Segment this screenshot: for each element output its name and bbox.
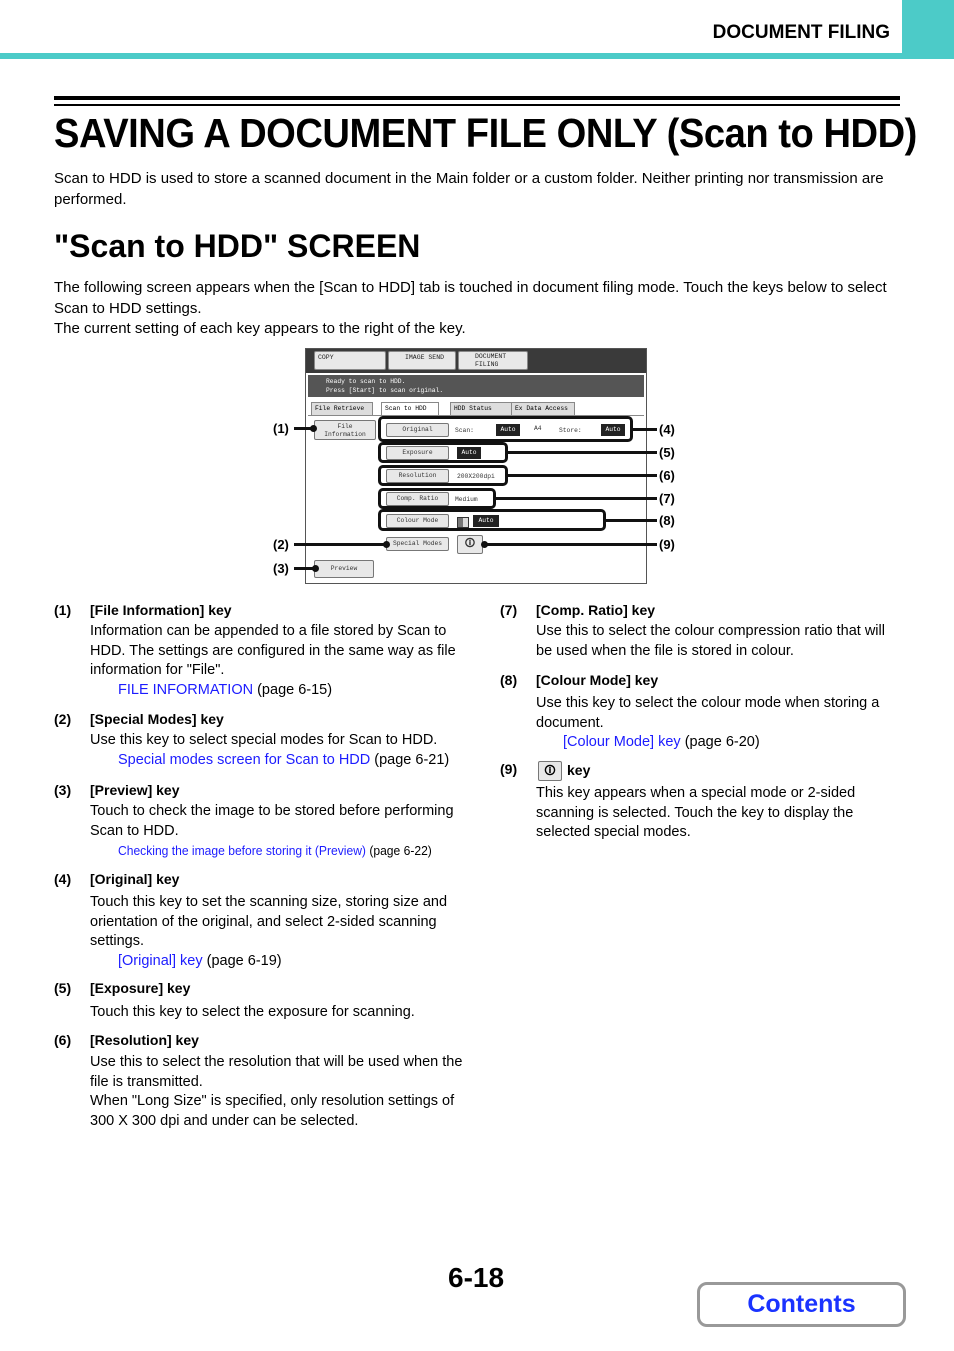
header-accent-bar xyxy=(0,53,954,59)
item-file-information: (1) [File Information] key Information can be appended to a file stored by Scan to HDD. The settings are configured in the same way as file information for "File". FILE INFORMATION (page 6-15) xyxy=(54,602,456,698)
intro-text: Scan to HDD is used to store a scanned document in the Main folder or a custom folder. Neither printing nor transmission are performed. xyxy=(54,170,884,208)
resolution-highlight xyxy=(378,465,508,486)
title-rule-sub xyxy=(54,104,900,106)
callout-2: (2) xyxy=(273,537,289,552)
callout-5-line xyxy=(508,451,657,454)
callout-7: (7) xyxy=(659,491,675,506)
callout-4: (4) xyxy=(659,422,675,437)
resolution-key: Resolution xyxy=(386,469,449,483)
preview-key: Preview xyxy=(314,560,374,578)
image-send-mode-button: IMAGE SEND xyxy=(388,351,456,370)
callout-9-dot xyxy=(481,541,488,548)
callout-1: (1) xyxy=(273,421,289,436)
item-special-modes: (2) [Special Modes] key Use this key to select special modes for Scan to HDD. Special modes screen for Scan to HDD (page 6-21) xyxy=(54,711,450,768)
original-key-link[interactable]: [Original] key xyxy=(118,952,203,969)
colour-mode-value: Auto xyxy=(473,515,499,527)
copy-mode-button: COPY xyxy=(314,351,386,370)
item-info-key: (9) 🛈 key This key appears when a special mode or 2-sided scanning is selected. Touch the key to display the selected special modes. xyxy=(500,761,856,840)
item-comp-ratio: (7) [Comp. Ratio] key Use this to select the colour compression ratio that will be used when the file is stored in colour. xyxy=(500,602,885,659)
callout-6: (6) xyxy=(659,468,675,483)
callout-3: (3) xyxy=(273,561,289,576)
mode-bar xyxy=(306,349,646,373)
exposure-value: Auto xyxy=(457,447,481,459)
callout-9-line xyxy=(485,543,657,546)
item-resolution: (6) [Resolution] key Use this to select the resolution that will be used when the file is transmitted. When "Long Size" is specified, only resolution settings of 300 X 300 dpi and under can be selected. xyxy=(54,1032,463,1129)
header-accent-tab xyxy=(902,0,954,59)
special-modes-link[interactable]: Special modes screen for Scan to HDD xyxy=(118,751,371,768)
original-key: Original xyxy=(386,423,449,437)
item-exposure: (5) [Exposure] key Touch this key to select the exposure for scanning. xyxy=(54,980,415,1020)
callout-8: (8) xyxy=(659,513,675,528)
description-text-2: The current setting of each key appears to the right of the key. xyxy=(54,320,466,337)
resolution-value: 200X200dpi xyxy=(457,473,495,480)
scan-value: Auto xyxy=(496,424,520,436)
callout-6-line xyxy=(508,474,657,477)
special-modes-info-icon: 🛈 xyxy=(457,535,483,554)
colour-mode-key-link[interactable]: [Colour Mode] key xyxy=(563,734,681,750)
callout-4-line xyxy=(633,428,657,431)
store-value: Auto xyxy=(601,424,625,436)
item-preview: (3) [Preview] key Touch to check the image to be stored before performing Scan to HDD. Checking the image before storing it (Preview) (page 6-22) xyxy=(54,782,454,858)
size-value: A4 xyxy=(534,425,542,432)
original-highlight xyxy=(378,416,633,442)
title-rule-top xyxy=(54,96,900,100)
tab-file-retrieve: File Retrieve xyxy=(311,402,373,415)
preview-link[interactable]: Checking the image before storing it (Preview) xyxy=(118,843,366,858)
comp-ratio-highlight xyxy=(378,488,496,509)
scan-label: Scan: xyxy=(455,427,474,434)
file-information-link[interactable]: FILE INFORMATION xyxy=(118,681,254,698)
colour-mode-key: Colour Mode xyxy=(386,514,449,528)
item-colour-mode: (8) [Colour Mode] key Use this key to select the colour mode when storing a document. [Colour Mode] key (page 6-20) xyxy=(500,672,880,750)
file-information-key: File Information xyxy=(314,420,376,440)
contents-button[interactable]: Contents xyxy=(697,1282,906,1327)
item-original: (4) [Original] key Touch this key to set the scanning size, storing size and orientation of the original, and select 2-sided scanning settings. [Original] key (page 6-19) xyxy=(54,871,448,969)
special-modes-key: Special Modes xyxy=(386,537,449,551)
tab-scan-to-hdd: Scan to HDD xyxy=(381,402,439,416)
comp-ratio-key: Comp. Ratio xyxy=(386,492,449,506)
page-number: 6-18 xyxy=(448,1262,505,1293)
store-label: Store: xyxy=(559,427,582,434)
page-title: SAVING A DOCUMENT FILE ONLY (Scan to HDD) xyxy=(54,110,917,156)
colour-mode-highlight xyxy=(378,509,606,531)
document-filing-mode-button: DOCUMENT FILING xyxy=(458,351,528,370)
exposure-highlight xyxy=(378,442,508,463)
exposure-key: Exposure xyxy=(386,446,449,460)
callout-5: (5) xyxy=(659,445,675,460)
callout-2-dot xyxy=(383,541,390,548)
tab-hdd-status: HDD Status xyxy=(450,402,512,415)
callout-1-dot xyxy=(310,425,317,432)
callout-3-dot xyxy=(312,565,319,572)
info-icon: 🛈 xyxy=(538,761,562,781)
callout-7-line xyxy=(496,497,657,500)
section-title: DOCUMENT FILING xyxy=(712,22,890,43)
comp-ratio-value: Medium xyxy=(455,496,478,503)
callout-8-line xyxy=(606,519,657,522)
description-text: The following screen appears when the [Scan to HDD] tab is touched in document filing mode. Touch the keys below to select Scan to HDD settings. xyxy=(54,279,887,317)
status-message: Ready to scan to HDD. Press [Start] to scan original. xyxy=(308,375,644,397)
section-heading: "Scan to HDD" SCREEN xyxy=(54,228,421,264)
callout-9: (9) xyxy=(659,537,675,552)
callout-2-line xyxy=(294,543,387,546)
tab-ex-data-access: Ex Data Access xyxy=(511,402,575,415)
